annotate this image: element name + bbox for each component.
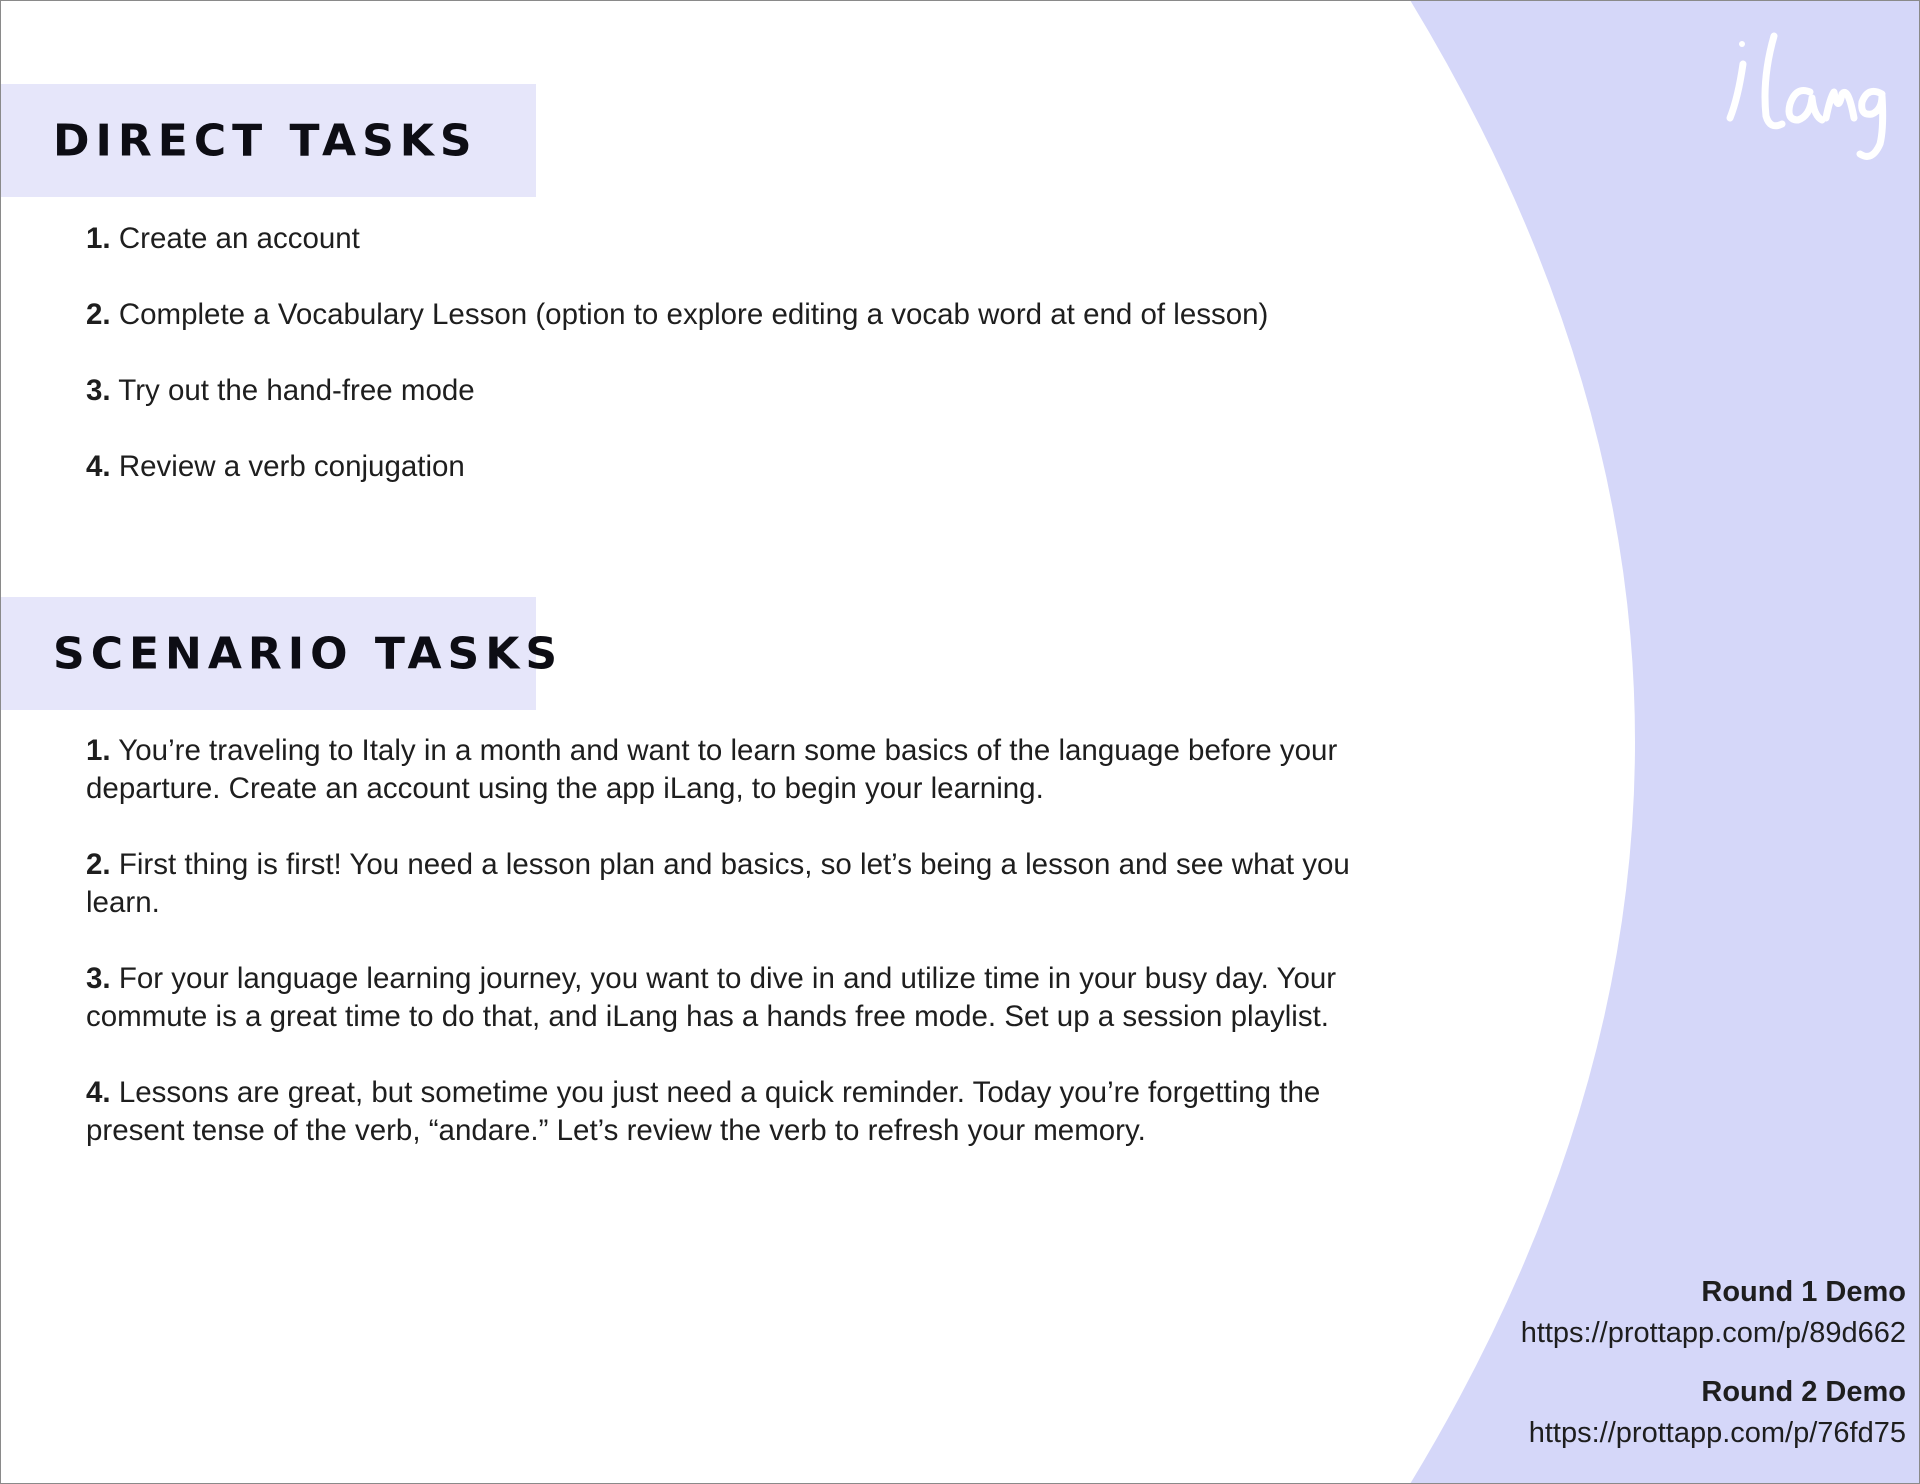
ilang-logo (1722, 28, 1890, 168)
item-number: 1. (86, 222, 111, 255)
item-text: Lessons are great, but sometime you just need a quick reminder. Today you’re forgetting the present tense of the verb, “andare.” Let’s review the verb to refresh your memory. (86, 1076, 1321, 1147)
item-number: 3. (86, 374, 111, 407)
list-item (86, 732, 1426, 808)
list-item (86, 960, 1426, 1036)
item-number: 2. (86, 298, 111, 331)
demo-url-link[interactable]: https://prottapp.com/p/76fd75 (1528, 1417, 1906, 1449)
list-item (86, 372, 1268, 410)
demo-url-link[interactable]: https://prottapp.com/p/89d662 (1520, 1317, 1906, 1349)
demo-label: Round 1 Demo (1701, 1276, 1906, 1308)
item-number: 2. (86, 848, 111, 881)
list-item (86, 220, 1268, 258)
direct-tasks-list (86, 220, 1268, 524)
demo-label: Round 2 Demo (1701, 1376, 1906, 1408)
item-text: First thing is first! You need a lesson plan and basics, so let’s being a lesson and see what you learn. (86, 848, 1350, 919)
direct-tasks-title: DIRECT TASKS (53, 115, 478, 166)
item-text: For your language learning journey, you want to dive in and utilize time in your busy day. Your commute is a great time to do that, and iLang has a hands free mode. Set up a session playlist. (86, 962, 1337, 1033)
demo-links (1521, 1272, 1906, 1472)
direct-tasks-header (0, 84, 536, 197)
item-text: Complete a Vocabulary Lesson (option to explore editing a vocab word at end of lesson) (118, 298, 1269, 331)
demo-round-2 (1521, 1372, 1906, 1454)
item-text: Try out the hand-free mode (118, 374, 475, 407)
item-text: Review a verb conjugation (118, 450, 465, 483)
list-item (86, 846, 1426, 922)
scenario-tasks-title: SCENARIO TASKS (53, 628, 564, 679)
item-number: 3. (86, 962, 111, 995)
item-number: 4. (86, 450, 111, 483)
item-number: 1. (86, 734, 111, 767)
list-item (86, 448, 1268, 486)
list-item (86, 296, 1268, 334)
list-item (86, 1074, 1426, 1150)
curved-panel-shape (1410, 0, 1920, 1484)
scenario-tasks-header (0, 597, 564, 710)
demo-round-1 (1521, 1272, 1906, 1354)
item-text: You’re traveling to Italy in a month and want to learn some basics of the language before your departure. Create an account using the app iLang, to begin your learning. (86, 734, 1338, 805)
item-number: 4. (86, 1076, 111, 1109)
item-text: Create an account (118, 222, 360, 255)
scenario-tasks-list (86, 732, 1426, 1188)
